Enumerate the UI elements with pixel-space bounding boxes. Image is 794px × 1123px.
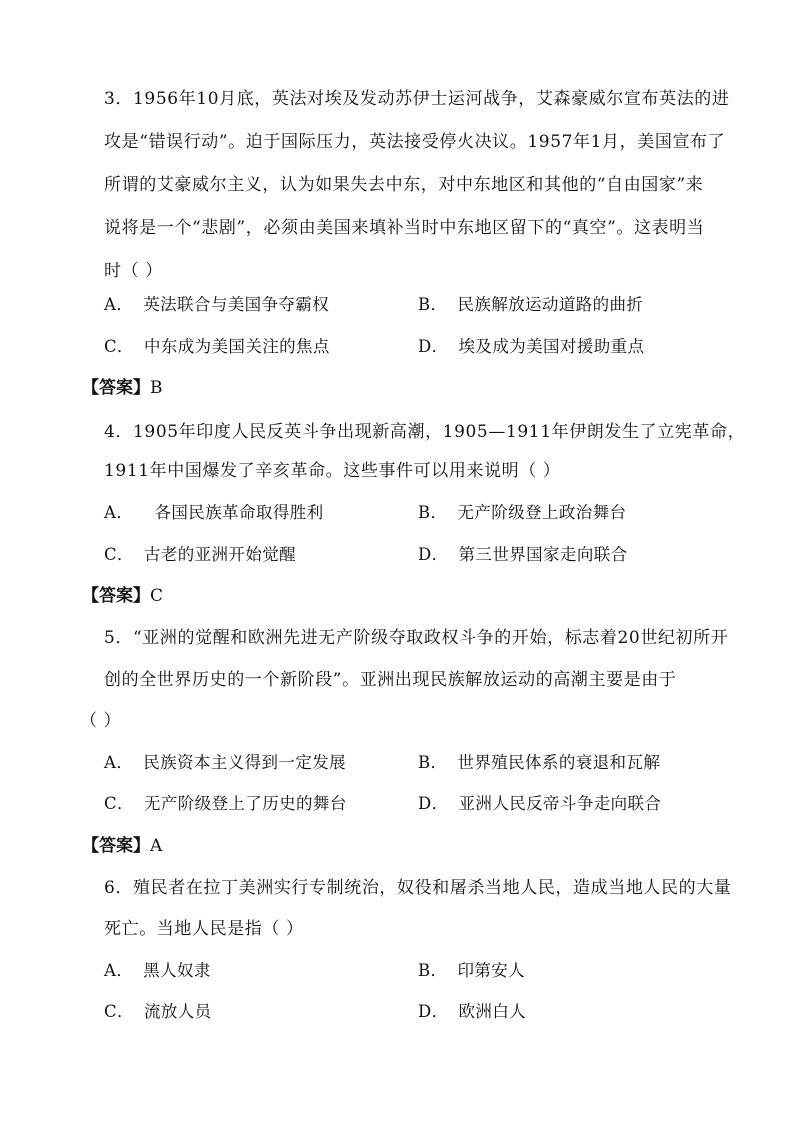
option-letter: B． xyxy=(418,961,448,980)
option-text: 民族资本主义得到一定发展 xyxy=(143,753,347,772)
option-letter: D． xyxy=(418,1002,449,1021)
option-letter: B． xyxy=(418,503,448,522)
answer-label: 【答案】 xyxy=(82,378,150,398)
answer-value: C xyxy=(150,586,164,606)
question-stem-line: 3．1956年10月底，英法对埃及发动苏伊士运河战争，艾森豪威尔宣布英法的进 xyxy=(104,89,730,109)
option-letter: A． xyxy=(104,961,134,980)
option-b xyxy=(418,753,660,773)
option-text: 中东成为美国关注的焦点 xyxy=(143,337,330,356)
option-letter: D． xyxy=(418,794,449,813)
option-letter: B． xyxy=(418,295,448,314)
option-text: 英法联合与美国争夺霸权 xyxy=(143,295,330,314)
option-text: 印第安人 xyxy=(457,961,526,980)
option-text: 亚洲人民反帝斗争走向联合 xyxy=(458,794,662,813)
option-text: 民族解放运动道路的曲折 xyxy=(457,295,644,314)
option-text: 流放人员 xyxy=(143,1002,212,1021)
option-letter: A． xyxy=(104,753,134,772)
option-letter: A． xyxy=(104,295,134,314)
question-stem-line: 4．1905年印度人民反英斗争出现新高潮，1905—1911年伊朗发生了立宪革命， xyxy=(104,422,746,442)
option-letter: C． xyxy=(104,1002,134,1021)
option-text: 各国民族革命取得胜利 xyxy=(143,503,324,522)
option-text: 无产阶级登上政治舞台 xyxy=(457,503,627,522)
answer-value: A xyxy=(150,836,163,856)
option-d xyxy=(418,337,644,357)
option-text: 世界殖民体系的衰退和瓦解 xyxy=(457,753,661,772)
option-c xyxy=(104,337,330,357)
option-letter: D． xyxy=(418,337,449,356)
option-letter: D． xyxy=(418,545,449,564)
option-a xyxy=(104,295,329,315)
answer-label: 【答案】 xyxy=(82,836,150,856)
question-stem-line: 说将是一个“悲剧”，必须由美国来填补当时中东地区留下的“真空”。这表明当 xyxy=(104,218,705,238)
question-stem-line: 6．殖民者在拉丁美洲实行专制统治，奴役和屠杀当地人民，造成当地人民的大量 xyxy=(104,878,732,898)
option-c xyxy=(104,545,296,565)
option-letter: B． xyxy=(418,753,448,772)
option-text: 古老的亚洲开始觉醒 xyxy=(143,545,297,564)
question-stem-line: 时（ ） xyxy=(104,261,163,281)
option-letter: C． xyxy=(104,545,134,564)
option-a xyxy=(104,503,324,523)
option-d xyxy=(418,1002,526,1022)
option-d xyxy=(418,794,661,814)
answer xyxy=(82,586,163,606)
option-c xyxy=(104,794,347,814)
option-b xyxy=(418,961,525,981)
option-d xyxy=(418,545,628,565)
question-stem-line: 所谓的艾豪威尔主义，认为如果失去中东，对中东地区和其他的“自由国家”来 xyxy=(104,175,704,195)
option-letter: A． xyxy=(104,503,134,522)
option-text: 黑人奴隶 xyxy=(143,961,211,980)
option-b xyxy=(418,295,643,315)
option-b xyxy=(418,503,626,523)
option-a xyxy=(104,753,346,773)
option-a xyxy=(104,961,211,981)
option-text: 埃及成为美国对援助重点 xyxy=(458,337,645,356)
answer xyxy=(82,378,163,398)
option-text: 无产阶级登上了历史的舞台 xyxy=(143,794,347,813)
answer xyxy=(82,836,162,856)
question-stem-line: 1911年中国爆发了辛亥革命。这些事件可以用来说明（ ） xyxy=(104,461,561,481)
question-stem-line: 创的全世界历史的一个新阶段”。亚洲出现民族解放运动的高潮主要是由于 xyxy=(104,670,677,690)
option-text: 第三世界国家走向联合 xyxy=(458,545,628,564)
answer-label: 【答案】 xyxy=(82,586,150,606)
question-stem-line: 攻是“错误行动”。迫于国际压力，英法接受停火决议。1957年1月，美国宣布了 xyxy=(104,132,726,152)
option-c xyxy=(104,1002,212,1022)
question-stem-line: 死亡。当地人民是指（ ） xyxy=(104,919,304,939)
question-stem-line: 5．“亚洲的觉醒和欧洲先进无产阶级夺取政权斗争的开始，标志着20世纪初所开 xyxy=(104,628,729,648)
answer-value: B xyxy=(150,378,163,398)
option-letter: C． xyxy=(104,337,134,356)
option-letter: C． xyxy=(104,794,134,813)
question-stem-line: （ ） xyxy=(80,711,122,731)
option-text: 欧洲白人 xyxy=(458,1002,527,1021)
